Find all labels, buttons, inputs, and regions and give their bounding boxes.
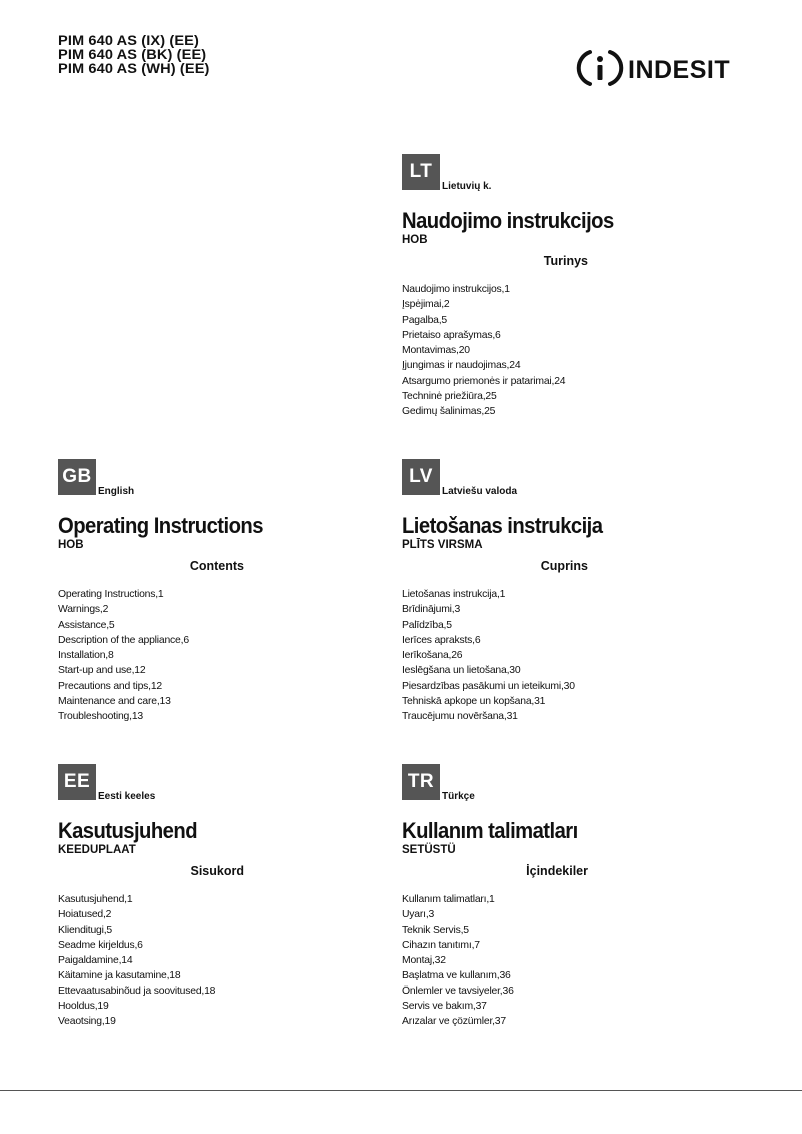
toc-item: Arızalar ve çözümler,37 xyxy=(402,1016,506,1028)
language-badge: LV xyxy=(402,459,440,495)
section-title: Naudojimo instrukcijos xyxy=(402,208,614,233)
section-gb xyxy=(58,459,388,723)
section-subtitle: SETÜSTÜ xyxy=(402,844,456,856)
toc-item: Pagalba,5 xyxy=(402,314,447,326)
toc-item: Piesardzības pasākumi un ieteikumi,30 xyxy=(402,680,575,692)
indesit-logo xyxy=(576,46,732,90)
section-subtitle: HOB xyxy=(58,539,84,551)
language-badge: LT xyxy=(402,154,440,190)
toc-item: Ettevaatusabinõud ja soovitused,18 xyxy=(58,985,216,997)
table-of-contents xyxy=(402,282,565,420)
toc-item: Warnings,2 xyxy=(58,604,109,616)
section-title: Operating Instructions xyxy=(58,513,263,538)
toc-item: Hooldus,19 xyxy=(58,1001,109,1013)
language-name: Eesti keeles xyxy=(98,791,156,802)
section-lv xyxy=(402,459,732,723)
section-title: Kullanım talimatları xyxy=(402,818,578,843)
toc-item: Operating Instructions,1 xyxy=(58,589,164,600)
section-tr xyxy=(402,764,732,1028)
toc-item: Description of the appliance,6 xyxy=(58,634,189,646)
section-ee xyxy=(58,764,388,1028)
model-list xyxy=(58,34,209,76)
toc-item: Techninė priežiūra,25 xyxy=(402,391,497,403)
toc-item: Teknik Servis,5 xyxy=(402,924,469,936)
contents-label: Contents xyxy=(189,559,244,573)
toc-item: Tehniskā apkope un kopšana,31 xyxy=(402,696,546,708)
toc-item: Kasutusjuhend,1 xyxy=(58,894,133,905)
toc-item: Seadme kirjeldus,6 xyxy=(58,939,143,951)
toc-item: Brīdinājumi,3 xyxy=(402,604,461,616)
section-title: Lietošanas instrukcija xyxy=(402,513,603,538)
toc-item: Assistance,5 xyxy=(58,619,115,631)
toc-item: Ierīces apraksts,6 xyxy=(402,634,481,646)
toc-item: Kullanım talimatları,1 xyxy=(402,894,495,905)
toc-item: Başlatma ve kullanım,36 xyxy=(402,970,511,982)
footer-divider xyxy=(0,1090,802,1091)
language-badge: EE xyxy=(58,764,96,800)
toc-item: Ierīkošana,26 xyxy=(402,650,463,662)
model-number: PIM 640 AS (WH) (EE) xyxy=(58,61,210,76)
toc-item: Prietaiso aprašymas,6 xyxy=(402,329,501,341)
toc-item: Įspėjimai,2 xyxy=(402,299,450,311)
language-badge: TR xyxy=(402,764,440,800)
toc-item: Montavimas,20 xyxy=(402,345,470,357)
toc-item: Lietošanas instrukcija,1 xyxy=(402,589,506,600)
section-subtitle: HOB xyxy=(402,234,428,246)
language-name: English xyxy=(98,486,135,497)
brand-name: INDESIT xyxy=(628,56,731,84)
contents-label: İçindekiler xyxy=(526,864,588,878)
model-number: PIM 640 AS (BK) (EE) xyxy=(58,47,207,62)
toc-item: Troubleshooting,13 xyxy=(58,711,143,723)
toc-item: Precautions and tips,12 xyxy=(58,680,162,692)
toc-item: Hoiatused,2 xyxy=(58,909,112,921)
toc-item: Cihazın tanıtımı,7 xyxy=(402,939,480,951)
section-subtitle: KEEDUPLAAT xyxy=(58,844,136,856)
toc-item: Käitamine ja kasutamine,18 xyxy=(58,970,181,982)
language-name: Latviešu valoda xyxy=(442,486,518,497)
table-of-contents xyxy=(58,587,189,725)
toc-item: Palīdzība,5 xyxy=(402,619,452,631)
section-lt xyxy=(402,154,732,418)
toc-item: Paigaldamine,14 xyxy=(58,955,133,967)
toc-item: Atsargumo priemonės ir patarimai,24 xyxy=(402,375,566,387)
language-badge: GB xyxy=(58,459,96,495)
contents-label: Cuprins xyxy=(540,559,588,573)
toc-item: Servis ve bakım,37 xyxy=(402,1001,487,1013)
toc-item: Ieslēgšana un lietošana,30 xyxy=(402,665,521,677)
toc-item: Traucējumu novēršana,31 xyxy=(402,711,518,723)
toc-item: Maintenance and care,13 xyxy=(58,696,171,708)
toc-item: Montaj,32 xyxy=(402,955,446,967)
toc-item: Start-up and use,12 xyxy=(58,665,146,677)
table-of-contents xyxy=(402,892,514,1030)
section-title: Kasutusjuhend xyxy=(58,818,198,843)
toc-item: Naudojimo instrukcijos,1 xyxy=(402,284,510,295)
toc-item: Uyarı,3 xyxy=(402,909,435,921)
toc-item: Veaotsing,19 xyxy=(58,1016,116,1028)
toc-item: Önlemler ve tavsiyeler,36 xyxy=(402,985,514,997)
toc-item: Klienditugi,5 xyxy=(58,924,113,936)
toc-item: Gedimų šalinimas,25 xyxy=(402,406,496,418)
language-name: Lietuvių k. xyxy=(442,181,492,192)
table-of-contents xyxy=(58,892,215,1030)
language-name: Türkçe xyxy=(442,791,475,802)
contents-label: Sisukord xyxy=(190,864,244,878)
toc-item: Įjungimas ir naudojimas,24 xyxy=(402,360,521,372)
toc-item: Installation,8 xyxy=(58,650,114,662)
table-of-contents xyxy=(402,587,575,725)
contents-label: Turinys xyxy=(543,254,588,268)
section-subtitle: PLĪTS VIRSMA xyxy=(402,539,483,551)
model-number: PIM 640 AS (IX) (EE) xyxy=(58,33,199,48)
